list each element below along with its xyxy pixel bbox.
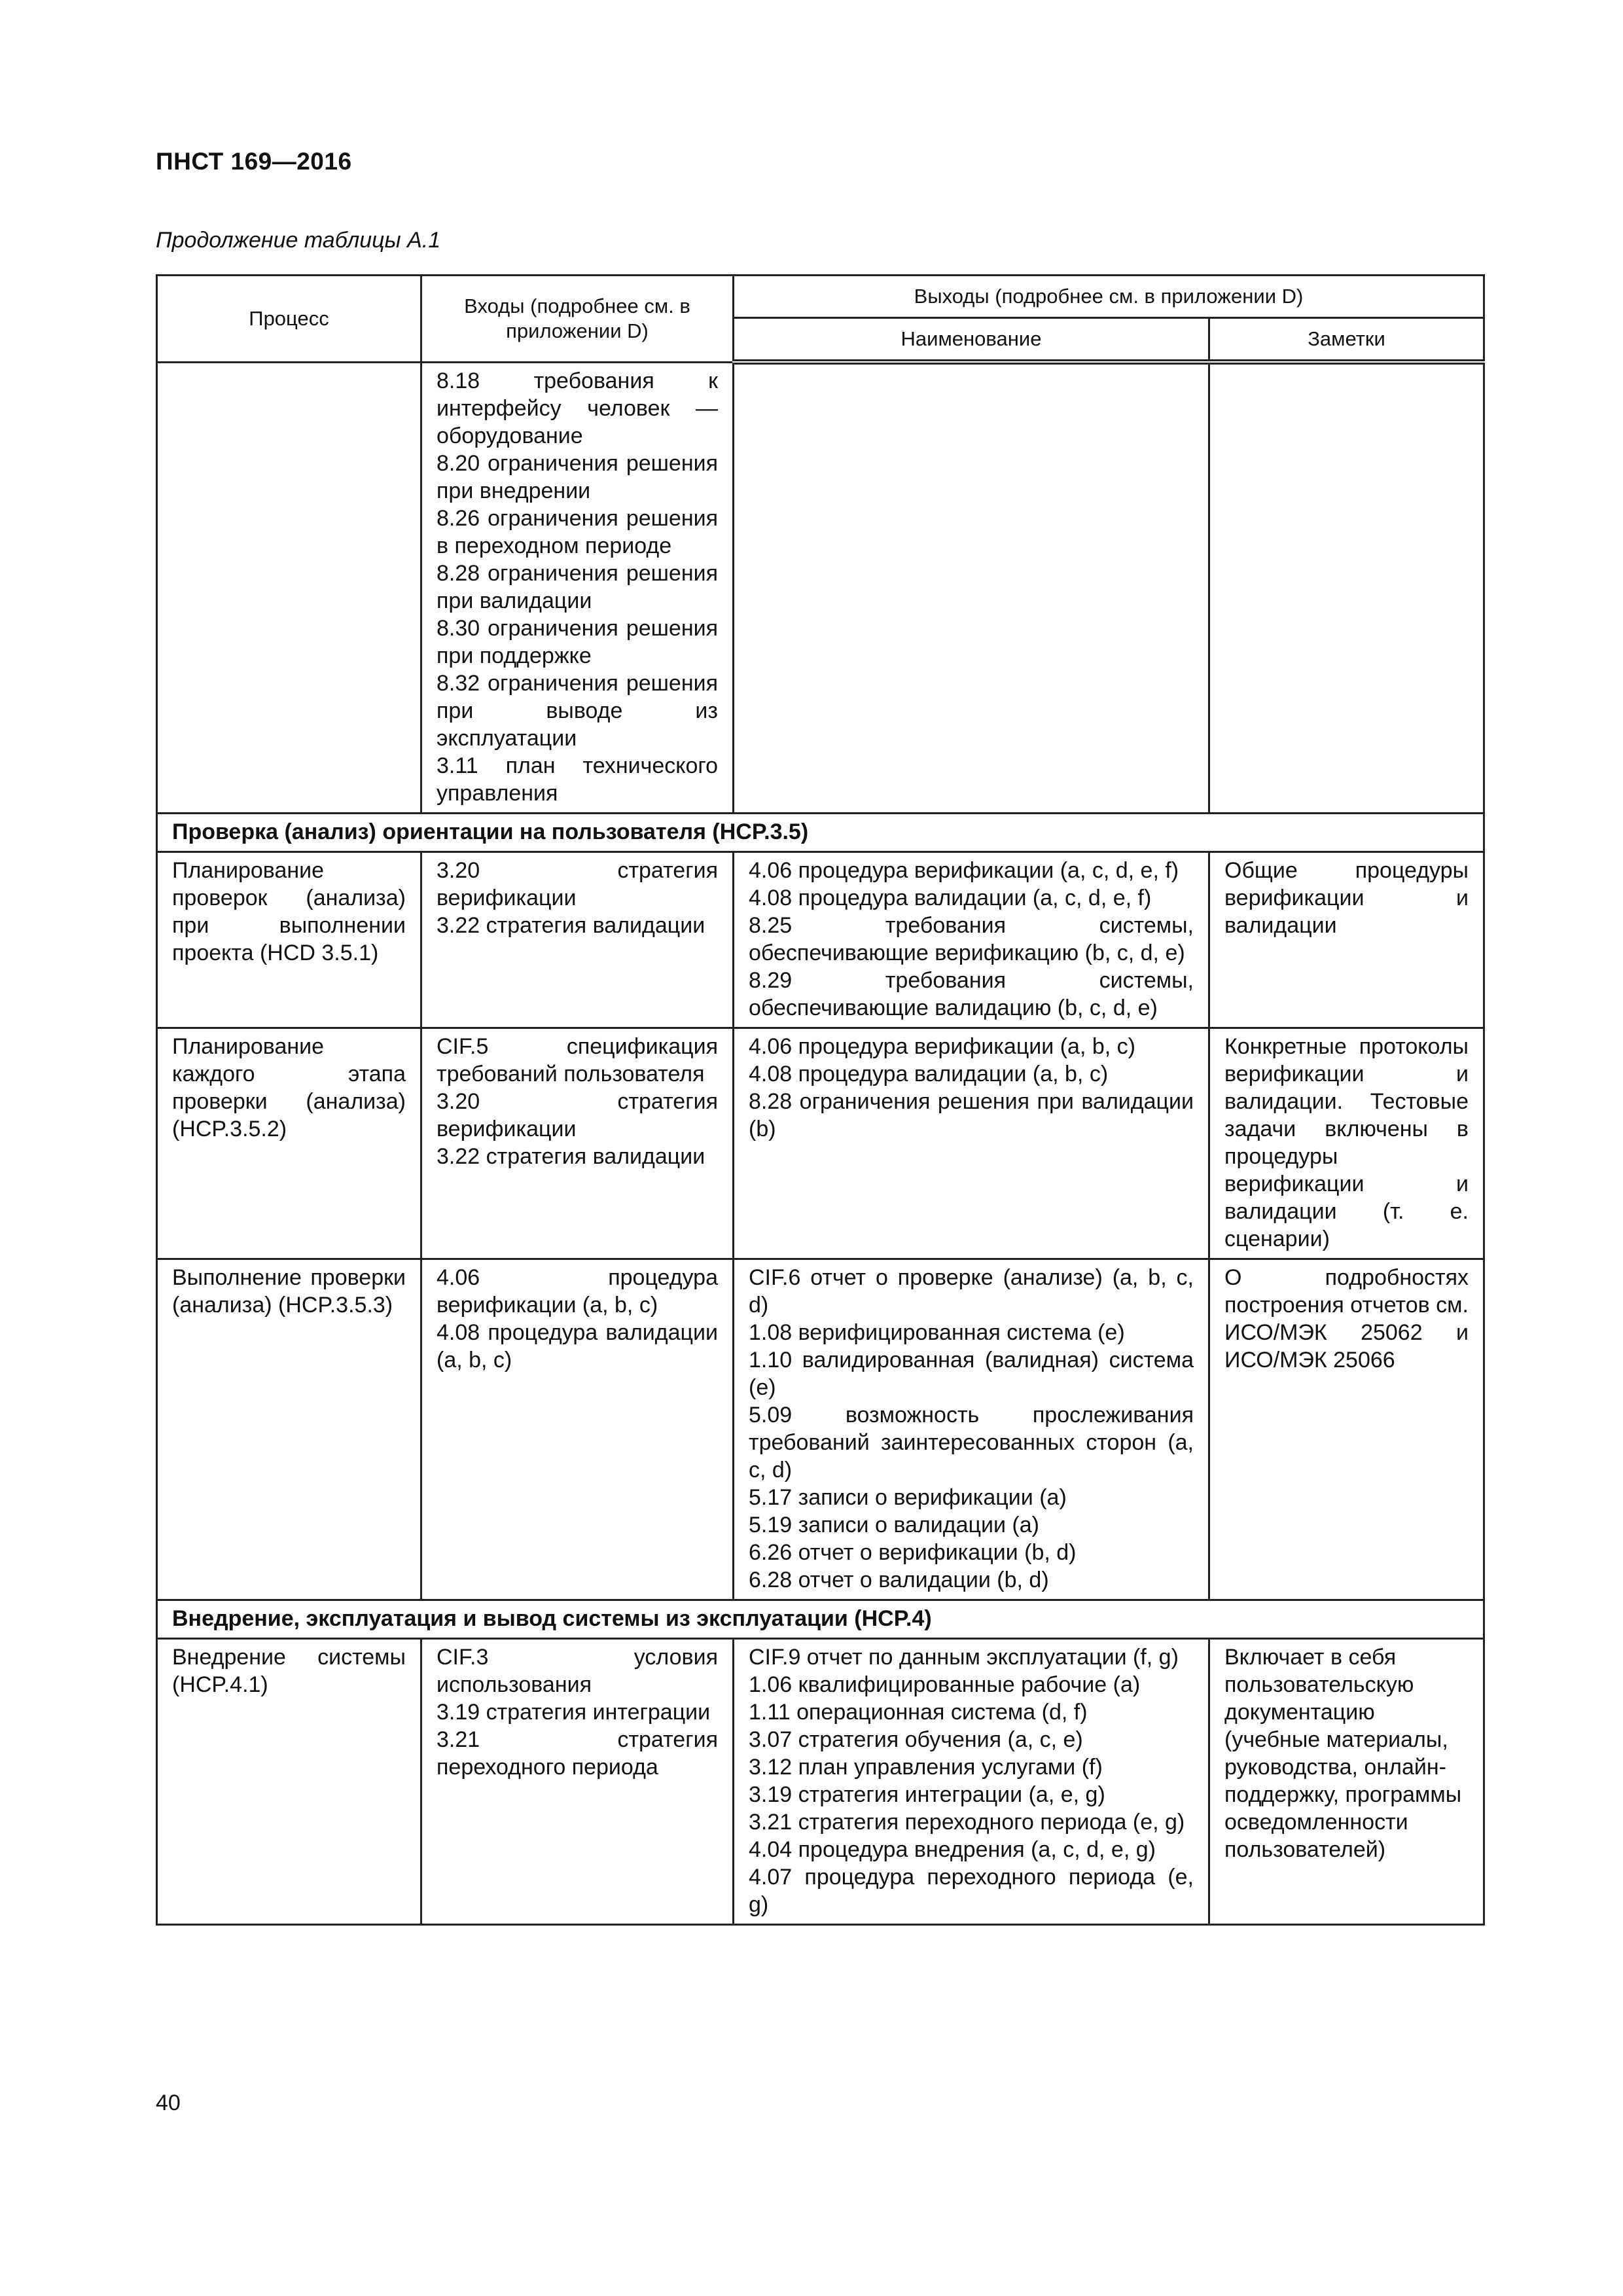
- output-item: 3.07 стратегия обучения (a, c, e): [749, 1727, 1083, 1752]
- cell-process: Внедрение системы (HCP.4.1): [157, 1638, 421, 1924]
- output-item: CIF.6 отчет о проверке (анализе) (a, b, c, d): [749, 1265, 1194, 1318]
- page-number: 40: [156, 2090, 181, 2115]
- input-item: 3.22 стратегия валидации: [437, 1143, 705, 1169]
- output-item: 6.26 отчет о верификации (b, d): [749, 1539, 1077, 1565]
- col-header-notes: Заметки: [1209, 318, 1484, 363]
- input-item: 3.20 стратегия верификации: [437, 1088, 718, 1141]
- cell-notes: [1209, 362, 1484, 813]
- table-row: [157, 362, 1484, 813]
- cell-outputs: [734, 852, 1209, 1028]
- input-item: 8.30 ограничения решения при поддержке: [437, 615, 718, 668]
- table-row: [157, 1028, 1484, 1259]
- cell-inputs: [421, 1259, 734, 1600]
- col-header-outputs: Выходы (подробнее см. в приложении D): [734, 276, 1484, 318]
- cell-outputs: [734, 1028, 1209, 1259]
- input-item: 3.20 стратегия верификации: [437, 857, 718, 910]
- input-item: 3.11 план технического управления: [437, 753, 718, 806]
- cell-outputs: [734, 362, 1209, 813]
- output-item: 4.07 процедура переходного периода (e, g): [749, 1864, 1194, 1917]
- cell-process: Планирование каждого этапа проверки (анализа) (HCP.3.5.2): [157, 1028, 421, 1259]
- document-code: ПНСТ 169—2016: [156, 148, 352, 175]
- input-item: 8.26 ограничения решения в переходном периоде: [437, 505, 718, 558]
- section-row: [157, 1600, 1484, 1638]
- cell-process: Планирование проверок (анализа) при выполнении проекта (HCD 3.5.1): [157, 852, 421, 1028]
- output-item: 1.06 квалифицированные рабочие (a): [749, 1672, 1141, 1697]
- output-item: 5.19 записи о валидации (a): [749, 1512, 1039, 1537]
- cell-process: [157, 362, 421, 813]
- col-header-process: Процесс: [157, 276, 421, 363]
- header-row-top: [157, 276, 1484, 318]
- input-item: CIF.5 спецификация требований пользователя: [437, 1033, 718, 1086]
- input-item: 8.28 ограничения решения при валидации: [437, 560, 718, 613]
- output-item: 1.10 валидированная (валидная) система (e): [749, 1347, 1194, 1400]
- cell-notes: Конкретные протоколы верификации и валидации. Тестовые задачи включены в процедуры верификации и валидации (т. е. сценарии): [1209, 1028, 1484, 1259]
- output-item: 4.06 процедура верификации (a, b, c): [749, 1033, 1135, 1059]
- section-title: Проверка (анализ) ориентации на пользователя (HCP.3.5): [157, 813, 1484, 852]
- cell-inputs: [421, 1028, 734, 1259]
- table-caption: Продолжение таблицы А.1: [156, 228, 441, 253]
- output-item: CIF.9 отчет по данным эксплуатации (f, g): [749, 1644, 1179, 1670]
- table-row: [157, 852, 1484, 1028]
- input-item: 4.06 процедура верификации (a, b, c): [437, 1265, 718, 1318]
- output-item: 4.08 процедура валидации (a, b, c): [749, 1061, 1109, 1086]
- section-title: Внедрение, эксплуатация и вывод системы из эксплуатации (HCP.4): [157, 1600, 1484, 1638]
- cell-process: Выполнение проверки (анализа) (HCP.3.5.3): [157, 1259, 421, 1600]
- col-header-name: Наименование: [734, 318, 1209, 363]
- input-item: CIF.3 условия использования: [437, 1644, 718, 1697]
- input-item: 4.08 процедура валидации (a, b, c): [437, 1319, 718, 1372]
- output-item: 1.11 операционная система (d, f): [749, 1699, 1088, 1725]
- col-header-inputs: Входы (подробнее см. в приложении D): [421, 276, 734, 363]
- output-item: 1.08 верифицированная система (e): [749, 1319, 1125, 1345]
- output-item: 5.09 возможность прослеживания требований заинтересованных сторон (a, c, d): [749, 1402, 1194, 1482]
- table-row: [157, 1259, 1484, 1600]
- output-item: 6.28 отчет о валидации (b, d): [749, 1567, 1049, 1592]
- cell-inputs: [421, 1638, 734, 1924]
- cell-notes: Включает в себя пользовательскую документацию (учебные материалы, руководства, онлайн-поддержку, программы осведомленности пользователей): [1209, 1638, 1484, 1924]
- output-item: 8.25 требования системы, обеспечивающие верификацию (b, c, d, e): [749, 912, 1194, 965]
- cell-inputs: [421, 852, 734, 1028]
- input-item: 3.19 стратегия интеграции: [437, 1699, 711, 1725]
- output-item: 4.04 процедура внедрения (a, c, d, e, g): [749, 1837, 1156, 1862]
- section-row: [157, 813, 1484, 852]
- output-item: 3.19 стратегия интеграции (a, e, g): [749, 1782, 1105, 1807]
- cell-notes: О подробностях построения отчетов см. ИСО/МЭК 25062 и ИСО/МЭК 25066: [1209, 1259, 1484, 1600]
- output-item: 8.29 требования системы, обеспечивающие валидацию (b, c, d, e): [749, 967, 1194, 1020]
- input-item: 8.32 ограничения решения при выводе из эксплуатации: [437, 670, 718, 751]
- input-item: 8.20 ограничения решения при внедрении: [437, 450, 718, 503]
- table-row: [157, 1638, 1484, 1924]
- cell-inputs: [421, 362, 734, 813]
- output-item: 3.12 план управления услугами (f): [749, 1754, 1103, 1780]
- cell-outputs: [734, 1259, 1209, 1600]
- output-item: 4.08 процедура валидации (a, c, d, e, f): [749, 885, 1152, 910]
- cell-outputs: [734, 1638, 1209, 1924]
- input-item: 8.18 требования к интерфейсу человек — оборудование: [437, 368, 718, 448]
- input-item: 3.22 стратегия валидации: [437, 912, 705, 938]
- processes-table: [156, 274, 1485, 1926]
- input-item: 3.21 стратегия переходного периода: [437, 1727, 718, 1780]
- output-item: 5.17 записи о верификации (a): [749, 1484, 1067, 1510]
- output-item: 3.21 стратегия переходного периода (e, g): [749, 1809, 1185, 1835]
- output-item: 8.28 ограничения решения при валидации (b): [749, 1088, 1194, 1141]
- cell-notes: Общие процедуры верификации и валидации: [1209, 852, 1484, 1028]
- output-item: 4.06 процедура верификации (a, c, d, e, f): [749, 857, 1179, 883]
